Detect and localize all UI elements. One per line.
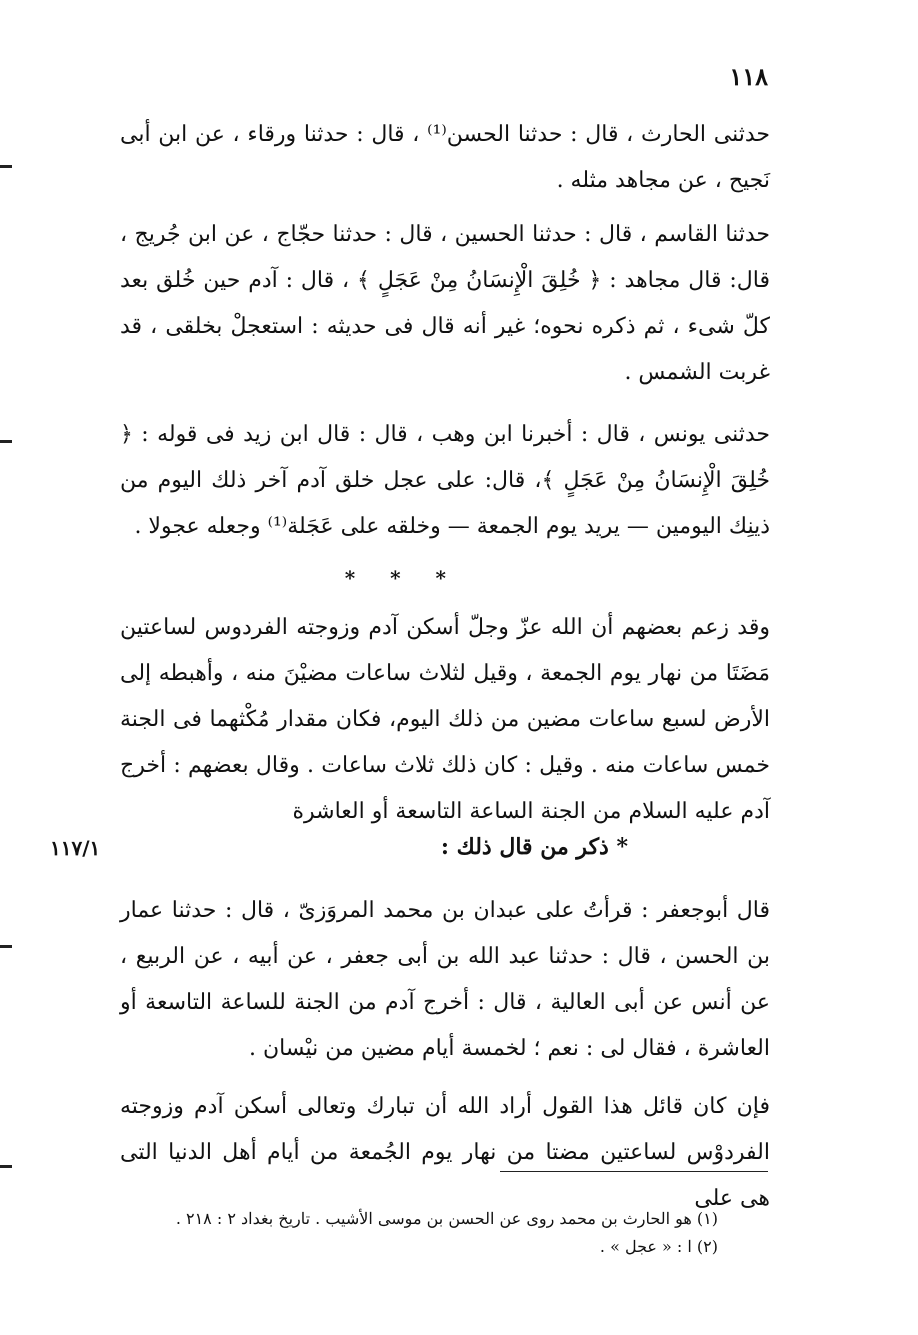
scan-edge-mark [0,1165,12,1168]
margin-reference: ١١٧/١ [50,836,101,860]
paragraph-2 [120,212,770,396]
footnote-1: (١) هو الحارث بن محمد روى عن الحسن بن موسى الأشيب . تاريخ بغداد ٢ : ٢١٨ . [175,1209,718,1228]
footnote-rule [500,1171,768,1172]
paragraph-1 [120,112,770,204]
section-heading: * ذكر من قال ذلك : [440,834,628,860]
paragraph-text: حدثنا القاسم ، قال : حدثنا الحسين ، قال : حدثنا حجّاج ، عن ابن جُريج ، قال: قال مجاهد : ﴿ خُلِقَ الْإِنسَانُ مِنْ عَجَلٍ ﴾ ، قال : آدم حين خُلق بعد كلّ شىء ، ثم ذكره نحوه؛ غير أنه قال فى حديثه : استعجلْ بخلقى ، قد غربت الشمس . [120,222,770,385]
scan-edge-mark [0,165,12,168]
paragraph-3 [120,412,770,550]
footnote-2: (٢) ا : « عجل » . [599,1237,718,1256]
paragraph-text: حدثنى الحارث ، قال : حدثنا الحسن⁽¹⁾ ، قال : حدثنا ورقاء ، عن ابن أبى نَجيح ، عن مجاهد مثله . [120,122,771,193]
scan-edge-mark [0,945,12,948]
scan-edge-mark [0,440,12,443]
paragraph-6 [120,1084,770,1222]
paragraph-text: حدثنى يونس ، قال : أخبرنا ابن وهب ، قال : قال ابن زيد فى قوله : ﴿ خُلِقَ الْإِنسَانُ مِنْ عَجَلٍ ﴾، قال: على عجل خلق آدم آخر ذلك اليوم من ذينِك اليومين — يريد يوم الجمعة — وخلقه على عَجَلة⁽¹⁾ وجعله عجولا . [120,422,770,539]
section-separator: * * * [344,566,460,590]
page-number: ١١٨ [729,62,768,91]
footnotes [118,1205,718,1261]
paragraph-text: وقد زعم بعضهم أن الله عزّ وجلّ أسكن آدم وزوجته الفردوس لساعتين مَضَتَا من نهار يوم الجمعة ، وقيل لثلاث ساعات مضيْنَ منه ، وأهبطه إلى الأرض لسبع ساعات مضين من ذلك اليوم، فكان مقدار مُكْثهما فى الجنة خمس ساعات منه . وقيل : كان ذلك ثلاث ساعات . وقال بعضهم : أخرج آدم عليه السلام من الجنة الساعة التاسعة أو العاشرة [120,615,771,824]
paragraph-4 [120,605,770,835]
paragraph-5 [120,888,770,1072]
paragraph-text: قال أبوجعفر : قرأتُ على عبدان بن محمد المروَزىّ ، قال : حدثنا عمار بن الحسن ، قال : حدثنا عبد الله بن أبى جعفر ، عن أبيه ، عن الربيع ، عن أنس عن أبى العالية ، قال : أخرج آدم من الجنة للساعة التاسعة أو العاشرة ، فقال لى : نعم ؛ لخمسة أيام مضين من نيْسان . [120,898,770,1061]
paragraph-text: فإن كان قائل هذا القول أراد الله أن تبارك وتعالى أسكن آدم وزوجته الفردوْس لساعتين مضتا من نهار يوم الجُمعة من أيام أهل الدنيا التى هى على [120,1094,770,1211]
